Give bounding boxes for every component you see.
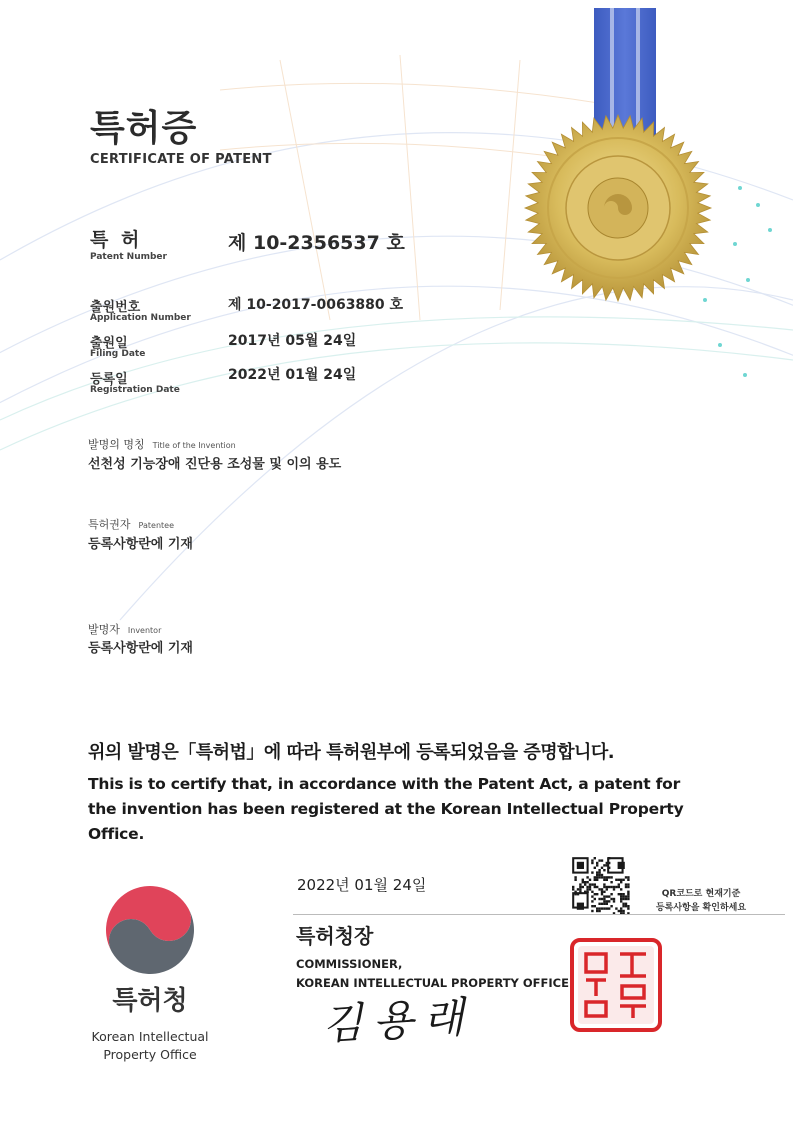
signature: 김용래 [320, 992, 476, 1049]
certificate-title-english: CERTIFICATE OF PATENT [90, 152, 272, 167]
certification-text-korean: 위의 발명은「특허법」에 따라 특허원부에 등록되었음을 증명합니다. [88, 742, 615, 763]
patentee-label-korean: 특허권자 [88, 518, 131, 531]
inventor-label [88, 618, 161, 637]
patentee-label [88, 513, 174, 532]
inventor-value: 등록사항란에 기재 [88, 641, 193, 656]
patent-number-label-korean: 특 허 [90, 229, 143, 251]
patent-number-label-english: Patent Number [90, 252, 167, 262]
patentee-label-english: Patentee [138, 521, 174, 530]
certification-text-english: This is to certify that, in accordance with the Patent Act, a patent for the invention has been registered at the Korean Intellectual Property Office. [88, 775, 684, 843]
office-name-korean: 특허청 [112, 986, 188, 1016]
office-name-en-line2: Property Office [103, 1047, 197, 1062]
office-name-en-line1: Korean Intellectual [91, 1029, 209, 1044]
invention-title-value: 선천성 기능장애 진단용 조성물 및 이의 용도 [88, 457, 342, 472]
invention-title-label-korean: 발명의 명칭 [88, 438, 145, 451]
filing-date-label-korean: 출원일 [90, 336, 128, 351]
certificate-title-korean: 특허증 [90, 108, 198, 149]
office-name-english [50, 1028, 250, 1064]
invention-title-label [88, 433, 236, 452]
commissioner-title-korean: 특허청장 [296, 924, 374, 948]
patent-number-value: 제 10-2356537 호 [228, 232, 405, 254]
commissioner-en-line1: COMMISSIONER, [296, 957, 403, 971]
inventor-label-korean: 발명자 [88, 623, 120, 636]
filing-date-label-english: Filing Date [90, 349, 146, 359]
filing-date-value: 2017년 05월 24일 [228, 333, 357, 349]
qr-note [636, 887, 766, 915]
patentee-value: 등록사항란에 기재 [88, 537, 193, 552]
registration-date-label-korean: 등록일 [90, 372, 128, 387]
registration-date-value: 2022년 01월 24일 [228, 367, 357, 383]
divider-line [293, 914, 785, 915]
registration-date-label-english: Registration Date [90, 385, 180, 395]
application-number-label-english: Application Number [90, 313, 191, 323]
qr-note-line1: QR코드로 현재기준 [661, 889, 741, 899]
qr-note-line2: 등록사항을 확인하세요 [655, 903, 747, 913]
application-number-label-korean: 출원번호 [90, 300, 141, 315]
issue-date: 2022년 01월 24일 [297, 876, 427, 894]
application-number-value: 제 10-2017-0063880 호 [228, 297, 404, 313]
commissioner-en-line2: KOREAN INTELLECTUAL PROPERTY OFFICE [296, 976, 569, 990]
invention-title-label-english: Title of the Invention [152, 441, 236, 450]
inventor-label-english: Inventor [127, 626, 162, 635]
